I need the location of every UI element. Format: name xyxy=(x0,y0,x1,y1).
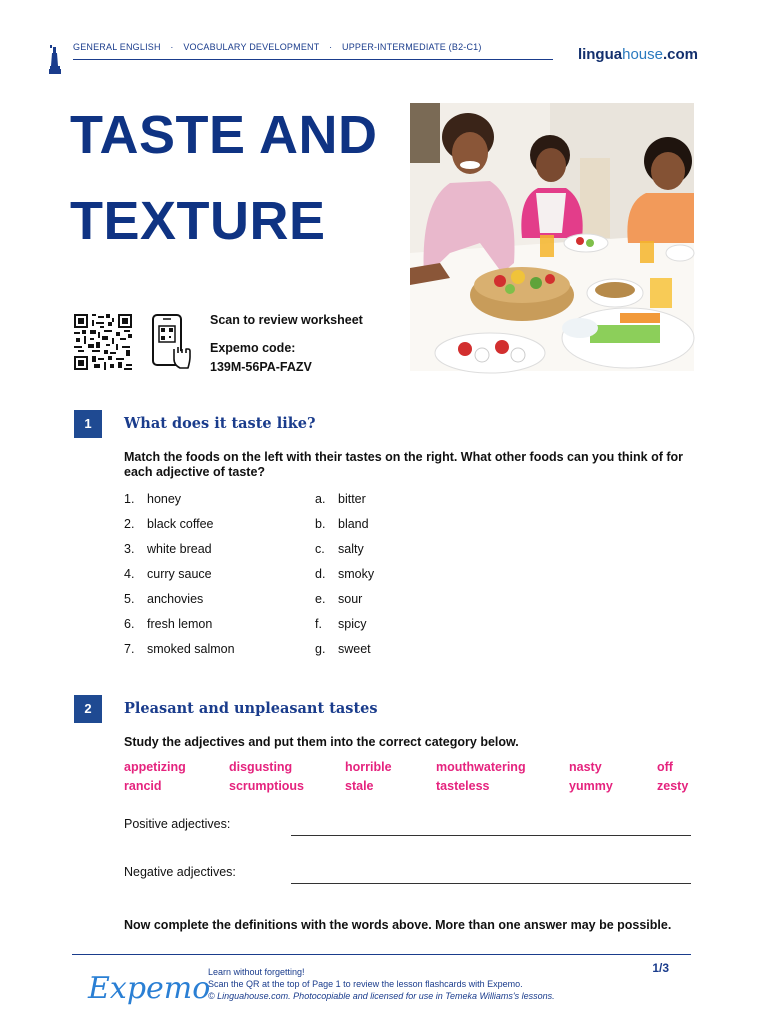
food-number: 5. xyxy=(124,592,135,606)
food-item: anchovies xyxy=(147,592,204,606)
food-item: fresh lemon xyxy=(147,617,213,631)
matching-exercise xyxy=(124,492,424,667)
adjective-word: disgusting xyxy=(229,760,293,774)
section-1-number: 1 xyxy=(74,410,102,438)
food-number: 7. xyxy=(124,642,135,656)
taste-item: salty xyxy=(338,542,364,556)
negative-adjectives-answer-line[interactable] xyxy=(291,883,691,884)
brand-part-house: house xyxy=(622,46,663,63)
scan-info xyxy=(210,311,363,377)
taste-item: bitter xyxy=(338,492,366,506)
section-2-number: 2 xyxy=(74,695,102,723)
food-item: curry sauce xyxy=(147,567,212,581)
food-item: black coffee xyxy=(147,517,214,531)
adjective-word: off xyxy=(657,760,673,774)
food-number: 4. xyxy=(124,567,135,581)
adjective-word: yummy xyxy=(569,779,613,793)
section-1-instruction: Match the foods on the left with their tastes on the right. What other foods can you think of for each adjective of taste? xyxy=(124,450,684,479)
title-line-2: TEXTURE xyxy=(70,191,326,251)
expemo-logo[interactable] xyxy=(88,965,211,1009)
section-2-instruction: Study the adjectives and put them into the correct category below. xyxy=(124,735,519,749)
expemo-code-label: Expemo code: xyxy=(210,341,296,355)
positive-adjectives-label: Positive adjectives: xyxy=(124,817,231,831)
page-number: 1/3 xyxy=(652,961,669,975)
adjective-word: appetizing xyxy=(124,760,186,774)
phone-scan-icon xyxy=(150,313,192,371)
taste-item: sour xyxy=(338,592,363,606)
taste-item: sweet xyxy=(338,642,371,656)
match-row xyxy=(124,492,424,517)
breadcrumb-separator: · xyxy=(170,42,174,52)
food-item: smoked salmon xyxy=(147,642,235,656)
statue-of-liberty-icon xyxy=(48,44,62,76)
footer-divider xyxy=(72,954,691,955)
positive-adjectives-answer-line[interactable] xyxy=(291,835,691,836)
brand-logo[interactable] xyxy=(578,46,698,63)
breadcrumb-level: UPPER-INTERMEDIATE (B2-C1) xyxy=(342,42,482,52)
expemo-code: 139M-56PA-FAZV xyxy=(210,360,312,374)
definitions-instruction: Now complete the definitions with the words above. More than one answer may be possible. xyxy=(124,918,672,932)
expemo-logo-text: Expemo xyxy=(88,971,211,1006)
title-line-1: TASTE AND xyxy=(70,105,378,165)
taste-letter: b. xyxy=(315,517,326,531)
match-row xyxy=(124,567,424,592)
food-item: white bread xyxy=(147,542,212,556)
adjective-word: stale xyxy=(345,779,374,793)
taste-letter: e. xyxy=(315,592,326,606)
adjective-word: nasty xyxy=(569,760,602,774)
match-row xyxy=(124,642,424,667)
footer-text xyxy=(208,966,555,1002)
breadcrumb-category: VOCABULARY DEVELOPMENT xyxy=(183,42,320,52)
taste-letter: d. xyxy=(315,567,326,581)
taste-letter: g. xyxy=(315,642,326,656)
match-row xyxy=(124,517,424,542)
taste-item: smoky xyxy=(338,567,375,581)
food-number: 1. xyxy=(124,492,135,506)
adjective-word: scrumptious xyxy=(229,779,305,793)
breadcrumb xyxy=(73,42,489,52)
taste-item: spicy xyxy=(338,617,367,631)
adjective-word: rancid xyxy=(124,779,162,793)
negative-adjectives-label: Negative adjectives: xyxy=(124,865,236,879)
food-number: 2. xyxy=(124,517,135,531)
match-row xyxy=(124,542,424,567)
breadcrumb-subject: GENERAL ENGLISH xyxy=(73,42,161,52)
food-item: honey xyxy=(147,492,182,506)
adjective-word: mouthwatering xyxy=(436,760,526,774)
taste-item: bland xyxy=(338,517,369,531)
scan-label: Scan to review worksheet xyxy=(210,313,363,327)
qr-code-icon[interactable] xyxy=(74,314,132,370)
taste-letter: f. xyxy=(315,617,322,631)
match-row xyxy=(124,592,424,617)
adjective-word: horrible xyxy=(345,760,392,774)
taste-letter: a. xyxy=(315,492,326,506)
footer-scan-note: Scan the QR at the top of Page 1 to review the lesson flashcards with Expemo. xyxy=(208,979,523,989)
brand-part-lingua: lingua xyxy=(577,46,623,63)
food-number: 6. xyxy=(124,617,135,631)
footer-tagline: Learn without forgetting! xyxy=(208,967,305,977)
section-2-title: Pleasant and unpleasant tastes xyxy=(124,700,378,717)
brand-part-com: .com xyxy=(662,46,698,63)
header-divider xyxy=(73,59,553,60)
page-title xyxy=(70,92,378,264)
page-header xyxy=(48,40,698,66)
food-number: 3. xyxy=(124,542,135,556)
footer-copyright: © Linguahouse.com. Photocopiable and licensed for use in Temeka Williams's lessons. xyxy=(208,991,555,1001)
taste-letter: c. xyxy=(315,542,325,556)
match-row xyxy=(124,617,424,642)
breadcrumb-separator: · xyxy=(329,42,333,52)
adjective-word: zesty xyxy=(657,779,689,793)
adjective-word: tasteless xyxy=(436,779,490,793)
section-1-title: What does it taste like? xyxy=(124,415,316,432)
family-dinner-photo xyxy=(410,103,694,371)
